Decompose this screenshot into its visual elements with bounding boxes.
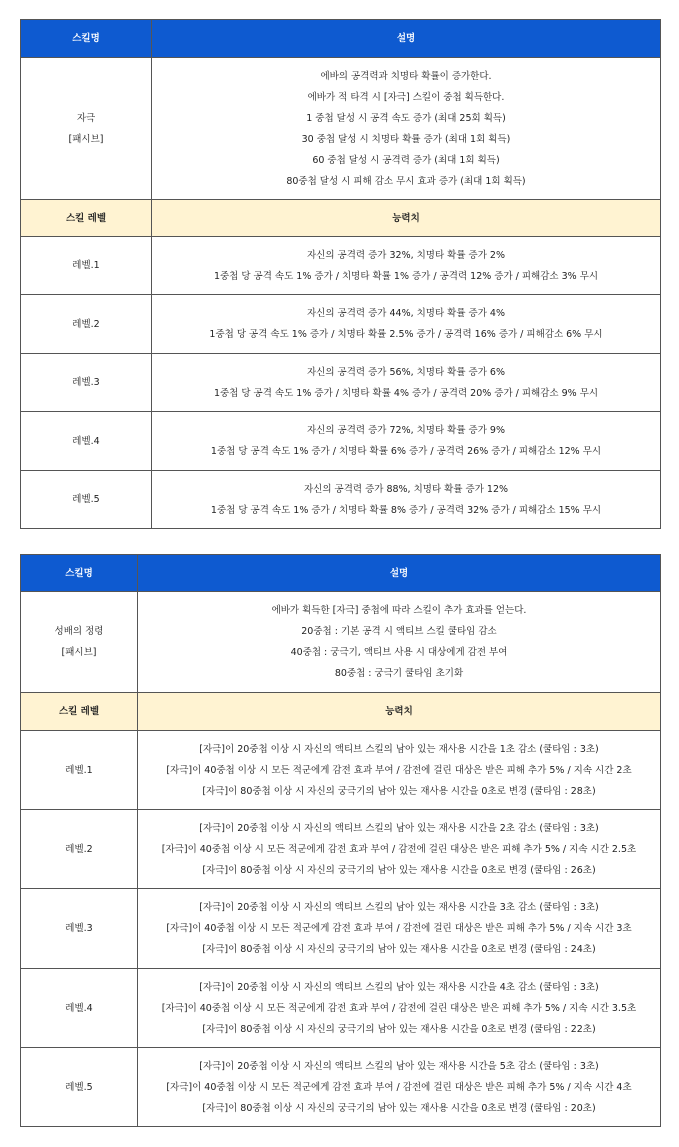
- skill-description-row: [21, 58, 661, 200]
- level-label: 레벨.4: [21, 969, 138, 1048]
- level-stat-line: [자극]이 20중첩 이상 시 자신의 액티브 스킬의 남아 있는 재사용 시간을 1초 감소 (쿨타임 : 3초): [199, 743, 599, 755]
- level-stats-cell: [138, 889, 661, 969]
- header-description: 설명: [152, 20, 661, 58]
- level-row: [21, 471, 661, 529]
- level-label: 레벨.3: [21, 354, 152, 412]
- level-stat-line: [자극]이 40중첩 이상 시 모든 적군에게 감전 효과 부여 / 감전에 걸린 대상은 받은 피해 추가 5% / 지속 시간 3초: [166, 923, 632, 934]
- level-row: [21, 412, 661, 471]
- description-line: 80중첩 : 궁극기 쿨타임 초기화: [334, 668, 464, 679]
- description-line: 40중첩 : 궁극기, 액티브 사용 시 대상에게 감전 부여: [290, 647, 508, 658]
- level-stats-cell: [138, 1048, 661, 1127]
- header-description: 설명: [138, 555, 661, 592]
- level-stat-line: 1중첩 당 공격 속도 1% 증가 / 치명타 확률 1% 증가 / 공격력 12% 증가 / 피해감소 3% 무시: [213, 270, 599, 282]
- level-row: [21, 969, 661, 1048]
- level-stats-cell: [138, 810, 661, 889]
- skill-description-cell: [138, 592, 661, 693]
- description-line: 30 중첩 달성 시 치명타 확률 증가 (최대 1회 획득): [301, 133, 511, 145]
- level-stat-line: 자신의 공격력 증가 72%, 치명타 확률 증가 9%: [307, 425, 505, 436]
- level-stat-line: [자극]이 20중첩 이상 시 자신의 액티브 스킬의 남아 있는 재사용 시간을 4초 감소 (쿨타임 : 3초): [199, 981, 599, 993]
- header-skill-name: 스킬명: [21, 20, 152, 58]
- subheader-skill-level: 스킬 레벨: [21, 693, 138, 731]
- skill-name: 성배의 정령: [54, 626, 104, 637]
- header-skill-name: 스킬명: [21, 555, 138, 592]
- level-stat-line: [자극]이 80중첩 이상 시 자신의 궁극기의 남아 있는 재사용 시간을 0초로 변경 (쿨타임 : 20초): [202, 1102, 596, 1114]
- level-stats-cell: [138, 969, 661, 1048]
- skill-description-row: [21, 592, 661, 693]
- level-stat-line: 1중첩 당 공격 속도 1% 증가 / 치명타 확률 2.5% 증가 / 공격력 16% 증가 / 피해감소 6% 무시: [209, 329, 603, 340]
- skill-name: 자극: [76, 112, 96, 124]
- level-label: 레벨.5: [21, 1048, 138, 1127]
- level-row: [21, 354, 661, 412]
- level-stat-line: 자신의 공격력 증가 56%, 치명타 확률 증가 6%: [307, 366, 505, 378]
- level-label: 레벨.1: [21, 237, 152, 295]
- level-label: 레벨.5: [21, 471, 152, 529]
- level-label: 레벨.2: [21, 810, 138, 889]
- level-stat-line: 1중첩 당 공격 속도 1% 증가 / 치명타 확률 6% 증가 / 공격력 26% 증가 / 피해감소 12% 무시: [210, 446, 602, 457]
- description-line: 에바가 적 타격 시 [자극] 스킬이 중첩 획득한다.: [307, 91, 505, 103]
- subheader-stats: 능력치: [152, 200, 661, 237]
- skill-description-cell: [152, 58, 661, 200]
- description-line: 20중첩 : 기본 공격 시 액티브 스킬 쿨타임 감소: [301, 626, 497, 637]
- skill-name-cell: [21, 58, 152, 200]
- level-stats-cell: [152, 295, 661, 354]
- level-stat-line: [자극]이 40중첩 이상 시 모든 적군에게 감전 효과 부여 / 감전에 걸린 대상은 받은 피해 추가 5% / 지속 시간 2초: [166, 764, 632, 776]
- level-stats-cell: [152, 237, 661, 295]
- description-line: 1 중첩 달성 시 공격 속도 증가 (최대 25회 획득): [306, 112, 506, 124]
- level-stats-cell: [152, 412, 661, 471]
- level-stats-cell: [138, 731, 661, 810]
- subheader-skill-level: 스킬 레벨: [21, 200, 152, 237]
- level-label: 레벨.1: [21, 731, 138, 810]
- level-label: 레벨.2: [21, 295, 152, 354]
- table-subheader-row: [21, 200, 661, 237]
- level-label: 레벨.3: [21, 889, 138, 969]
- level-row: [21, 1048, 661, 1127]
- level-stat-line: [자극]이 40중첩 이상 시 모든 적군에게 감전 효과 부여 / 감전에 걸린 대상은 받은 피해 추가 5% / 지속 시간 4초: [166, 1081, 632, 1093]
- level-stat-line: 자신의 공격력 증가 32%, 치명타 확률 증가 2%: [307, 249, 505, 261]
- subheader-stats: 능력치: [138, 693, 661, 731]
- level-stat-line: [자극]이 80중첩 이상 시 자신의 궁극기의 남아 있는 재사용 시간을 0초로 변경 (쿨타임 : 28초): [202, 785, 596, 797]
- level-row: [21, 810, 661, 889]
- level-row: [21, 731, 661, 810]
- level-row: [21, 237, 661, 295]
- level-stat-line: 1중첩 당 공격 속도 1% 증가 / 치명타 확률 4% 증가 / 공격력 20% 증가 / 피해감소 9% 무시: [213, 387, 599, 399]
- description-line: 에바가 획득한 [자극] 중첩에 따라 스킬이 추가 효과를 얻는다.: [271, 605, 527, 616]
- table-header-row: [21, 555, 661, 592]
- level-stat-line: 자신의 공격력 증가 88%, 치명타 확률 증가 12%: [303, 483, 509, 495]
- level-label: 레벨.4: [21, 412, 152, 471]
- description-line: 60 중첩 달성 시 공격력 증가 (최대 1회 획득): [312, 154, 500, 166]
- description-line: 80중첩 달성 시 피해 감소 무시 효과 증가 (최대 1회 획득): [286, 175, 526, 187]
- level-stat-line: [자극]이 80중첩 이상 시 자신의 궁극기의 남아 있는 재사용 시간을 0초로 변경 (쿨타임 : 24초): [202, 944, 596, 955]
- level-stat-line: [자극]이 40중첩 이상 시 모든 적군에게 감전 효과 부여 / 감전에 걸린 대상은 받은 피해 추가 5% / 지속 시간 3.5초: [161, 1002, 637, 1014]
- level-stat-line: 1중첩 당 공격 속도 1% 증가 / 치명타 확률 8% 증가 / 공격력 32% 증가 / 피해감소 15% 무시: [210, 504, 602, 516]
- skill-table-stimulus: [20, 19, 661, 529]
- level-stats-cell: [152, 354, 661, 412]
- skill-name-cell: [21, 592, 138, 693]
- level-stat-line: [자극]이 20중첩 이상 시 자신의 액티브 스킬의 남아 있는 재사용 시간을 2초 감소 (쿨타임 : 3초): [199, 822, 599, 834]
- level-row: [21, 295, 661, 354]
- level-stat-line: [자극]이 20중첩 이상 시 자신의 액티브 스킬의 남아 있는 재사용 시간을 3초 감소 (쿨타임 : 3초): [199, 902, 599, 913]
- level-stats-cell: [152, 471, 661, 529]
- level-row: [21, 889, 661, 969]
- description-line: 에바의 공격력과 치명타 확률이 증가한다.: [320, 70, 492, 82]
- level-stat-line: [자극]이 20중첩 이상 시 자신의 액티브 스킬의 남아 있는 재사용 시간을 5초 감소 (쿨타임 : 3초): [199, 1060, 599, 1072]
- table-subheader-row: [21, 693, 661, 731]
- skill-type: [패시브]: [61, 647, 97, 658]
- level-stat-line: [자극]이 80중첩 이상 시 자신의 궁극기의 남아 있는 재사용 시간을 0초로 변경 (쿨타임 : 22초): [202, 1023, 596, 1035]
- skill-table-grail-spirit: [20, 554, 661, 1127]
- level-stat-line: [자극]이 40중첩 이상 시 모든 적군에게 감전 효과 부여 / 감전에 걸린 대상은 받은 피해 추가 5% / 지속 시간 2.5초: [161, 843, 637, 855]
- level-stat-line: 자신의 공격력 증가 44%, 치명타 확률 증가 4%: [307, 308, 505, 319]
- level-stat-line: [자극]이 80중첩 이상 시 자신의 궁극기의 남아 있는 재사용 시간을 0초로 변경 (쿨타임 : 26초): [202, 864, 596, 876]
- table-header-row: [21, 20, 661, 58]
- skill-type: [패시브]: [68, 133, 104, 145]
